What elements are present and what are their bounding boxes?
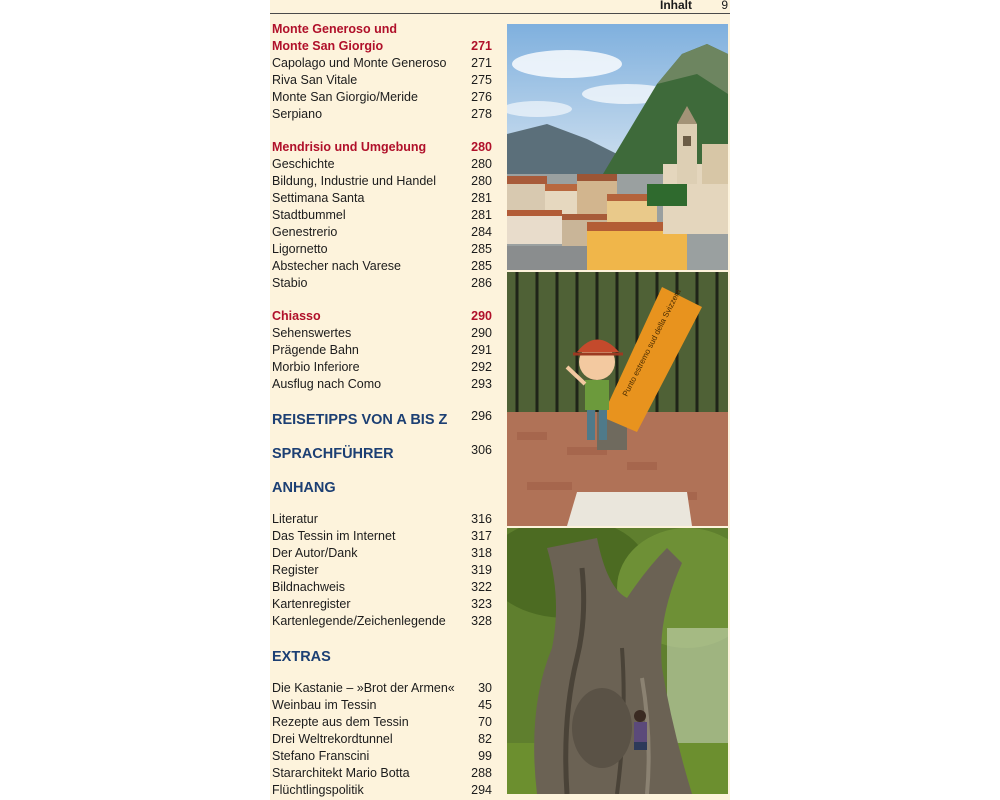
- toc-entry-page-number: 275: [471, 73, 492, 87]
- toc-entry-title: Monte San Giorgio: [272, 39, 384, 53]
- toc-entry-page-number: 322: [471, 580, 492, 594]
- toc-entry-page-number: 285: [471, 259, 492, 273]
- toc-entry-title: Kartenlegende/Zeichenlegende: [272, 614, 446, 628]
- toc-entry[interactable]: [272, 38, 494, 55]
- toc-entry-title: Geschichte: [272, 157, 335, 171]
- toc-entry-title: Settimana Santa: [272, 191, 365, 205]
- toc-entry[interactable]: [272, 241, 494, 258]
- toc-entry[interactable]: [272, 782, 494, 799]
- toc-entry[interactable]: [272, 156, 494, 173]
- toc-entry-page-number: 318: [471, 546, 492, 560]
- toc-entry[interactable]: [272, 55, 494, 72]
- toc-entry-title: Flüchtlingspolitik: [272, 783, 364, 797]
- toc-entry-title: Stadtbummel: [272, 208, 346, 222]
- toc-entry-title: Prägende Bahn: [272, 343, 359, 357]
- photo-chestnut-tree: [507, 528, 728, 794]
- toc-entry-title: Serpiano: [272, 107, 323, 121]
- toc-entry[interactable]: [272, 359, 494, 376]
- toc-entry-title: ANHANG: [272, 480, 336, 496]
- toc-entry-page-number: 286: [471, 276, 492, 290]
- toc-entry-page-number: 294: [471, 783, 492, 797]
- toc-entry[interactable]: [272, 376, 494, 393]
- toc-entry-title: Register: [272, 563, 319, 577]
- toc-entry-title: EXTRAS: [272, 649, 331, 665]
- toc-entry[interactable]: [272, 647, 494, 667]
- header-page-number: 9: [721, 0, 728, 12]
- toc-entry-title: Monte Generoso und: [272, 22, 397, 36]
- toc-entry[interactable]: [272, 748, 494, 765]
- toc-entry[interactable]: [272, 106, 494, 123]
- toc-entry-title: REISETIPPS VON A BIS Z: [272, 412, 448, 428]
- toc-entry[interactable]: [272, 478, 494, 498]
- toc-entry[interactable]: [272, 731, 494, 748]
- toc-entry-page-number: 293: [471, 377, 492, 391]
- toc-entry[interactable]: [272, 190, 494, 207]
- toc-entry-page-number: 281: [471, 208, 492, 222]
- toc-entry[interactable]: [272, 173, 494, 190]
- toc-entry[interactable]: [272, 342, 494, 359]
- toc-entry-title: Ligornetto: [272, 242, 328, 256]
- toc-entry-title: Stararchitekt Mario Botta: [272, 766, 410, 780]
- toc-entry[interactable]: [272, 72, 494, 89]
- toc-entry-page-number: 281: [471, 191, 492, 205]
- toc-entry-page-number: 328: [471, 614, 492, 628]
- toc-entry[interactable]: [272, 579, 494, 596]
- toc-entry-title: Kartenregister: [272, 597, 351, 611]
- toc-entry-page-number: 276: [471, 90, 492, 104]
- toc-entry[interactable]: [272, 207, 494, 224]
- toc-entry-page-number: 306: [471, 443, 492, 457]
- toc-entry[interactable]: [272, 562, 494, 579]
- signpost-text: Punto estremo sud della Svizzera: [620, 287, 683, 398]
- toc-entry-page-number: 288: [471, 766, 492, 780]
- toc-entry-page-number: 280: [471, 157, 492, 171]
- toc-entry-title: Ausflug nach Como: [272, 377, 382, 391]
- toc-entry-page-number: 323: [471, 597, 492, 611]
- toc-entry-page-number: 82: [478, 732, 492, 746]
- toc-entry[interactable]: [272, 765, 494, 782]
- toc-entry[interactable]: [272, 613, 494, 630]
- toc-entry-title: Genestrerio: [272, 225, 338, 239]
- toc-entry-page-number: 284: [471, 225, 492, 239]
- toc-entry-title: Stabio: [272, 276, 308, 290]
- toc-entry[interactable]: [272, 545, 494, 562]
- toc-entry-page-number: 316: [471, 512, 492, 526]
- toc-entry-page-number: 280: [471, 140, 492, 154]
- toc-entry-title: Chiasso: [272, 309, 321, 323]
- toc-entry-title: Die Kastanie – »Brot der Armen«: [272, 681, 455, 695]
- toc-entry-title: Sehenswertes: [272, 326, 352, 340]
- toc-entry-title: Weinbau im Tessin: [272, 698, 377, 712]
- toc-entry-page-number: 278: [471, 107, 492, 121]
- toc-entry[interactable]: [272, 680, 494, 697]
- toc-entry-page-number: 292: [471, 360, 492, 374]
- toc-entry-page-number: 319: [471, 563, 492, 577]
- toc-entry-page-number: 30: [478, 681, 492, 695]
- toc-entry[interactable]: [272, 528, 494, 545]
- toc-entry-page-number: 99: [478, 749, 492, 763]
- toc-entry-title: Drei Weltrekordtunnel: [272, 732, 393, 746]
- photo-mendrisio-town: [507, 24, 728, 270]
- toc-entry[interactable]: [272, 410, 494, 430]
- toc-entry-title: Stefano Franscini: [272, 749, 370, 763]
- toc-entry-title: Morbio Inferiore: [272, 360, 360, 374]
- toc-entry[interactable]: [272, 325, 494, 342]
- toc-entry-page-number: 285: [471, 242, 492, 256]
- toc-entry[interactable]: [272, 139, 494, 156]
- toc-entry-page-number: 280: [471, 174, 492, 188]
- toc-entry[interactable]: [272, 444, 494, 464]
- toc-entry-page-number: 290: [471, 326, 492, 340]
- toc-entry[interactable]: [272, 275, 494, 292]
- toc-entry-title: Riva San Vitale: [272, 73, 358, 87]
- toc-entry-title: Capolago und Monte Generoso: [272, 56, 447, 70]
- toc-entry-title: Der Autor/Dank: [272, 546, 358, 560]
- toc-entry-title: Bildung, Industrie und Handel: [272, 174, 437, 188]
- toc-entry-page-number: 271: [471, 39, 492, 53]
- toc-entry-title: Literatur: [272, 512, 318, 526]
- toc-entry-page-number: 291: [471, 343, 492, 357]
- toc-entry-page-number: 45: [478, 698, 492, 712]
- photo-southernmost-point-sign: [507, 272, 728, 526]
- toc-entry[interactable]: [272, 308, 494, 325]
- toc-entry[interactable]: [272, 714, 494, 731]
- toc-entry[interactable]: [272, 511, 494, 528]
- toc-entry-title: Mendrisio und Umgebung: [272, 140, 427, 154]
- toc-entry-title: SPRACHFÜHRER: [272, 446, 394, 462]
- toc-entry-title: Das Tessin im Internet: [272, 529, 396, 543]
- toc-entry-title: Rezepte aus dem Tessin: [272, 715, 409, 729]
- toc-entry-page-number: 271: [471, 56, 492, 70]
- toc-entry[interactable]: [272, 258, 494, 275]
- toc-entry-title: Abstecher nach Varese: [272, 259, 402, 273]
- running-header: [270, 0, 730, 14]
- toc-entry-page-number: 290: [471, 309, 492, 323]
- toc-entry[interactable]: [272, 596, 494, 613]
- toc-entry[interactable]: [272, 89, 494, 106]
- toc-entry[interactable]: [272, 224, 494, 241]
- toc-entry-page-number: 317: [471, 529, 492, 543]
- toc-entry-page-number: 70: [478, 715, 492, 729]
- toc-entry-title: Bildnachweis: [272, 580, 345, 594]
- header-section-title: Inhalt: [660, 0, 692, 12]
- toc-entry[interactable]: [272, 21, 494, 38]
- toc-entry-page-number: 296: [471, 409, 492, 423]
- toc-entry[interactable]: [272, 697, 494, 714]
- toc-entry-title: Monte San Giorgio/Meride: [272, 90, 418, 104]
